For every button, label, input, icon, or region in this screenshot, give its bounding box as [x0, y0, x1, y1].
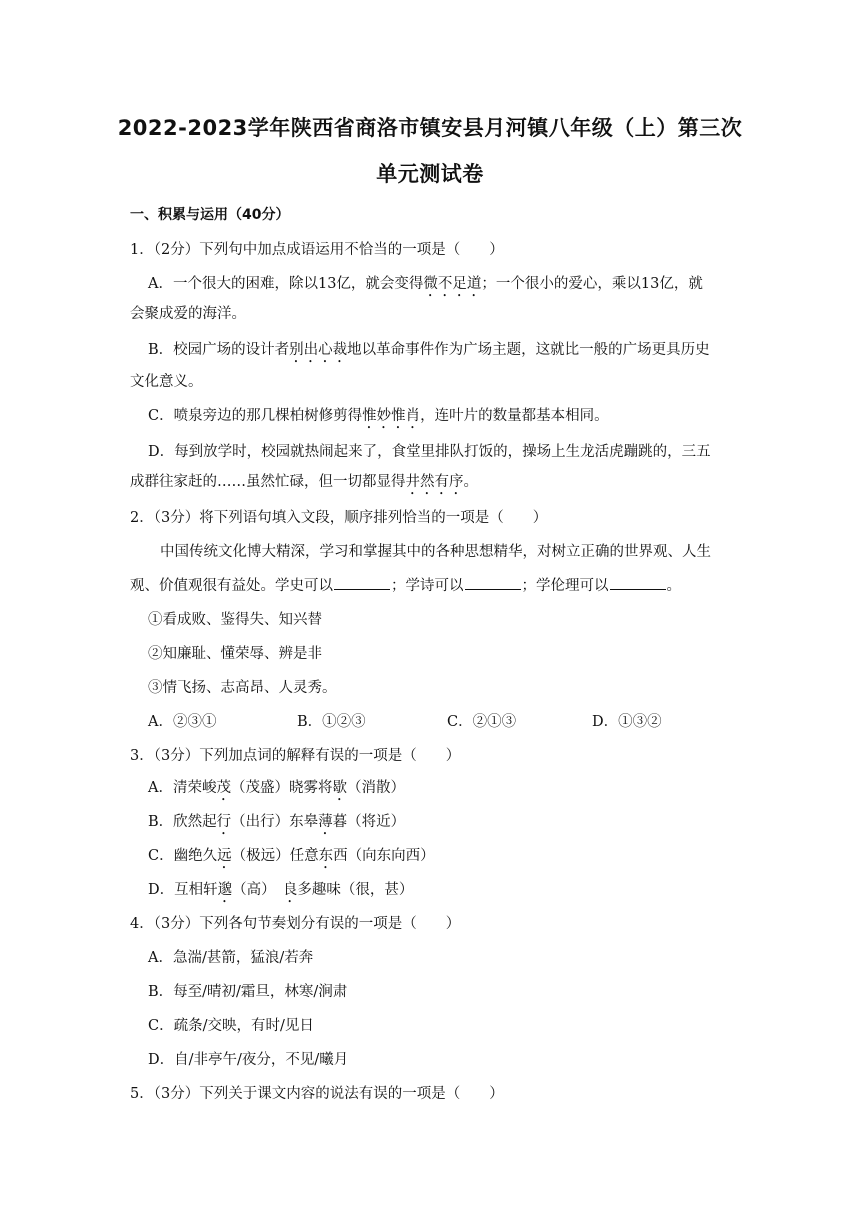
q3-option-b: B．欣然起行（出行）东皋薄暮（将近）	[148, 814, 406, 830]
q4-stem: 4．（3分）下列各句节奏划分有误的一项是（ ）	[130, 916, 461, 932]
q2-passage-line1: 中国传统文化博大精深，学习和掌握其中的各种思想精华，对树立正确的世界观、人生	[160, 544, 711, 560]
q1-option-c: C．喷泉旁边的那几棵柏树修剪得惟妙惟肖，连叶片的数量都基本相同。	[148, 408, 609, 424]
q3-option-d: D．互相轩邈（高） 良多趣味（很，甚）	[148, 882, 414, 898]
q5-stem: 5．（3分）下列关于课文内容的说法有误的一项是（ ）	[130, 1086, 504, 1102]
q1-option-a-cont: 会聚成爱的海洋。	[130, 306, 246, 322]
q4-option-a: A．急湍/甚箭，猛浪/若奔	[148, 950, 314, 966]
q2-item-3: ③情飞扬、志高昂、人灵秀。	[148, 680, 337, 696]
document-title-line2: 单元测试卷	[376, 162, 484, 186]
fill-blank	[334, 588, 390, 590]
q4-option-d: D．自/非亭午/夜分，不见/曦月	[148, 1052, 349, 1068]
q3-option-c: C．幽绝久远（极远）任意东西（向东向西）	[148, 848, 435, 864]
fill-blank	[465, 588, 521, 590]
q2-option-c: C．②①③	[447, 714, 517, 730]
q2-option-b: B．①②③	[297, 714, 366, 730]
q2-stem: 2．（3分）将下列语句填入文段，顺序排列恰当的一项是（ ）	[130, 510, 548, 526]
q2-option-d: D．①③②	[592, 714, 662, 730]
q1-stem: 1．（2分）下列句中加点成语运用不恰当的一项是（ ）	[130, 242, 504, 258]
q3-stem: 3．（3分）下列加点词的解释有误的一项是（ ）	[130, 748, 461, 764]
q2-passage-line2: 观、价值观很有益处。学史可以 ；学诗可以 ；学伦理可以 。	[130, 578, 681, 594]
dotted-idiom: 井然有序	[405, 474, 464, 490]
fill-blank	[610, 588, 666, 590]
q3-option-a: A．清荣峻茂（茂盛）晓雾将歇（消散）	[148, 780, 405, 796]
q1-option-b-cont: 文化意义。	[130, 374, 203, 390]
dotted-idiom: 微不足道	[423, 276, 482, 292]
q1-option-d-cont: 成群往家赶的……虽然忙碌，但一切都显得井然有序。	[130, 474, 478, 490]
q2-item-1: ①看成败、鉴得失、知兴替	[148, 612, 322, 628]
q1-option-d: D．每到放学时，校园就热闹起来了，食堂里排队打饭的，操场上生龙活虎蹦跳的，三五	[148, 444, 711, 460]
q2-item-2: ②知廉耻、懂荣辱、辨是非	[148, 646, 322, 662]
q4-option-c: C．疏条/交映，有时/见日	[148, 1018, 314, 1034]
q1-option-a: A．一个很大的困难，除以13亿，就会变得微不足道；一个很小的爱心，乘以13亿，就	[148, 276, 703, 292]
q2-option-a: A．②③①	[148, 714, 217, 730]
q1-option-b: B．校园广场的设计者别出心裁地以革命事件作为广场主题，这就比一般的广场更具历史	[148, 342, 710, 358]
document-title-line1: 2022-2023学年陕西省商洛市镇安县月河镇八年级（上）第三次	[117, 116, 743, 140]
dotted-idiom: 惟妙惟肖	[362, 408, 421, 424]
dotted-idiom: 别出心裁	[289, 342, 348, 358]
q4-option-b: B．每至/晴初/霜旦，林寒/涧肃	[148, 984, 348, 1000]
section-heading: 一、积累与运用（40分）	[130, 207, 290, 223]
